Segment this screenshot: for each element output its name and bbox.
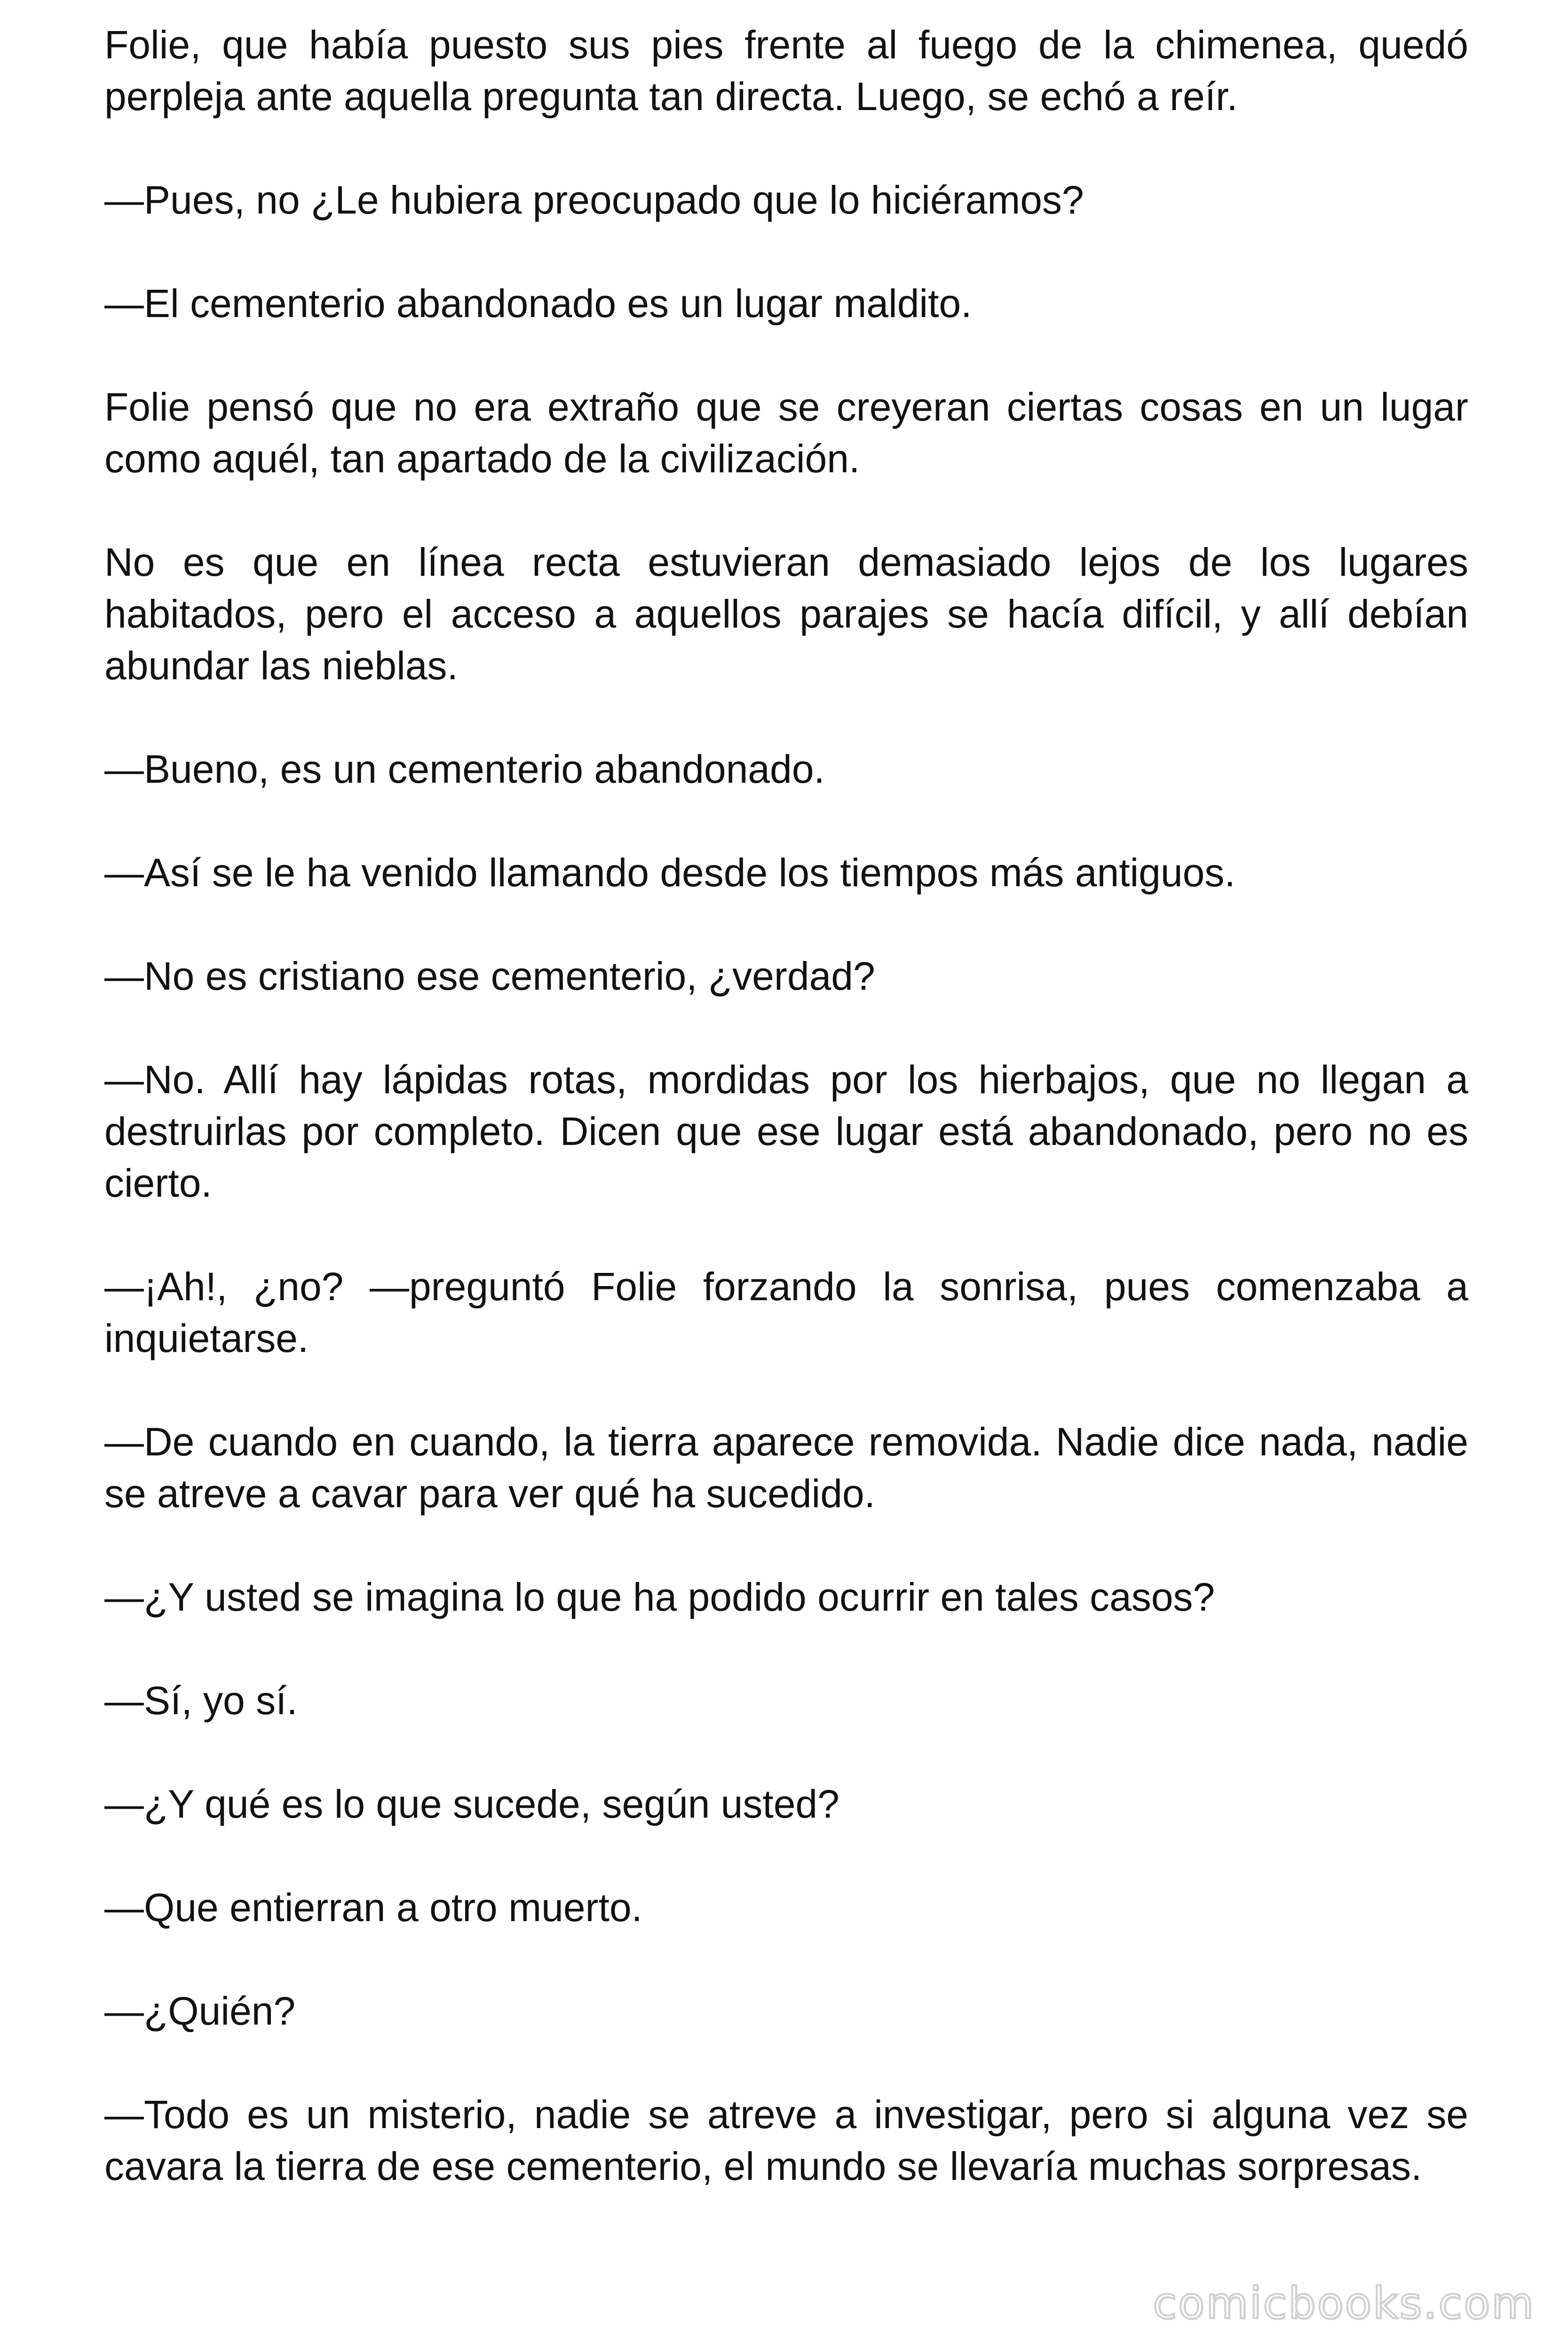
watermark: comicbooks.com (1153, 2278, 1535, 2328)
paragraph: No es que en línea recta estuvieran demasiado lejos de los lugares habitados, pero el acceso a aquellos parajes se hacía difícil, y allí debían abundar las nieblas. (104, 540, 1468, 688)
paragraph: —Que entierran a otro muerto. (104, 1885, 642, 1930)
paragraph: —Así se le ha venido llamando desde los tiempos más antiguos. (104, 850, 1235, 895)
paragraph: —¿Y usted se imagina lo que ha podido ocurrir en tales casos? (104, 1575, 1215, 1619)
paragraph: —¿Quién? (104, 1989, 296, 2033)
paragraph: —Bueno, es un cementerio abandonado. (104, 747, 825, 791)
paragraph: —¿Y qué es lo que sucede, según usted? (104, 1782, 839, 1826)
paragraph: —Todo es un misterio, nadie se atreve a investigar, pero si alguna vez se cavara la tierra de ese cementerio, el mundo se llevaría muchas sorpresas. (104, 2092, 1468, 2188)
paragraph: —¡Ah!, ¿no? —preguntó Folie forzando la sonrisa, pues comenzaba a inquietarse. (104, 1264, 1468, 1360)
paragraph: —Sí, yo sí. (104, 1678, 298, 1723)
paragraph: —De cuando en cuando, la tierra aparece removida. Nadie dice nada, nadie se atreve a cavar para ver qué ha sucedido. (104, 1420, 1468, 1516)
page-text (104, 19, 1468, 2192)
paragraph: —No es cristiano ese cementerio, ¿verdad? (104, 954, 875, 998)
paragraph: —El cementerio abandonado es un lugar maldito. (104, 281, 972, 326)
paragraph: Folie pensó que no era extraño que se creyeran ciertas cosas en un lugar como aquél, tan apartado de la civilización. (104, 385, 1468, 481)
paragraph: —Pues, no ¿Le hubiera preocupado que lo hiciéramos? (104, 178, 1084, 222)
paragraph: Folie, que había puesto sus pies frente al fuego de la chimenea, quedó perpleja ante aquella pregunta tan directa. Luego, se echó a reír. (104, 23, 1468, 119)
paragraph: —No. Allí hay lápidas rotas, mordidas por los hierbajos, que no llegan a destruirlas por completo. Dicen que ese lugar está abandonado, pero no es cierto. (104, 1057, 1468, 1205)
